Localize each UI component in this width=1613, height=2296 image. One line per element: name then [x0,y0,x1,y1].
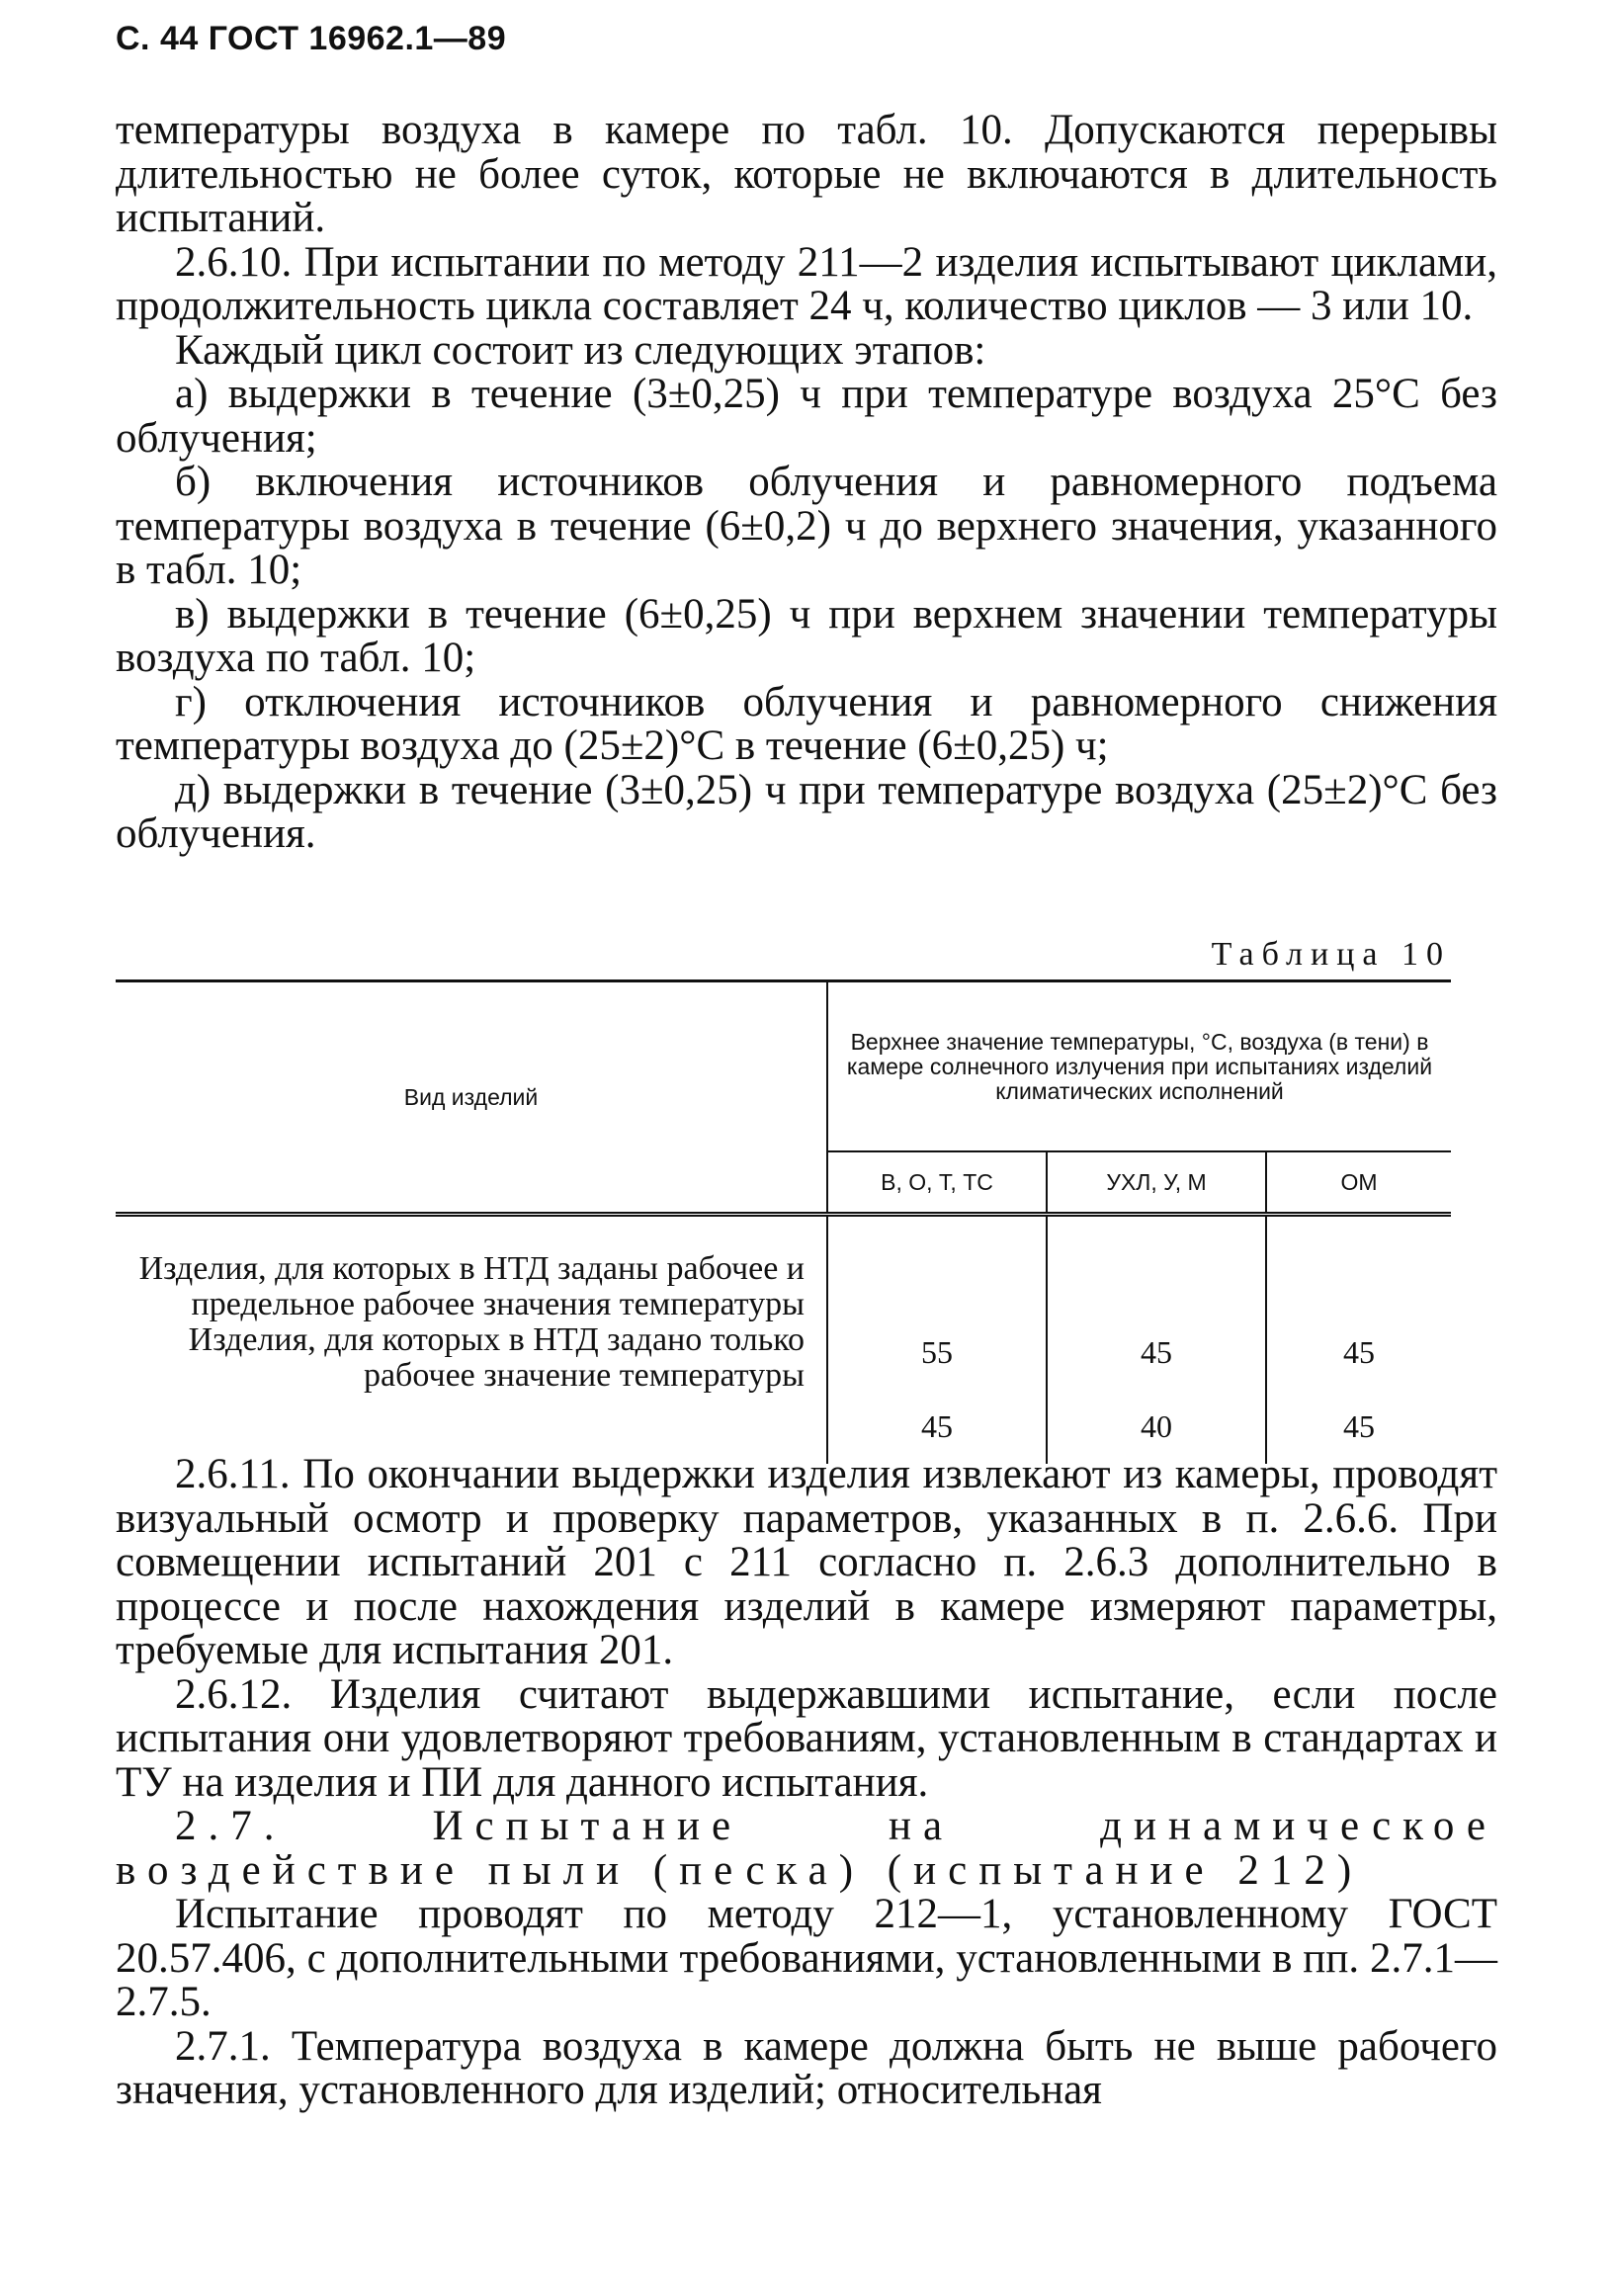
col-values-1 [827,1215,1047,1465]
table-value: 55 [921,1334,953,1370]
section-heading-2-7: 2.7. Испытание на динамическое воздействие пыли (песка) (испытание 212) [116,1803,1497,1894]
paragraph-cycle-intro: Каждый цикл состоит из следующих этапов: [175,326,986,374]
col-values-2 [1047,1215,1266,1465]
sub-header-1: В, О, Т, ТС [827,1151,1047,1215]
paragraph-2-6-12: 2.6.12. Изделия считают выдержавшими испытание, если после испытания они удовлетворяют требованиям, установленным в стандартах и ТУ на изделия и ПИ для данного испытания. [116,1670,1497,1806]
list-item-b: б) включения источников облучения и равномерного подъема температуры воздуха в течение (6±0,2) ч до верхнего значения, указанного в табл. 10; [116,459,1497,593]
paragraph-continuation: температуры воздуха в камере по табл. 10. Допускаются перерывы длительностью не более суток, которые не включаются в длительность испытаний. [116,107,1497,241]
table-caption: Таблица 10 [1211,936,1451,973]
paragraph-2-6-11: 2.6.11. По окончании выдержки изделия извлекают из камеры, проводят визуальный осмотр и проверку параметров, указанных в п. 2.6.6. При совмещении испытаний 201 с 211 согласно п. 2.6.3 дополнительно в процессе и после нахождения изделий в камере измеряют параметры, требуемые для испытания 201. [116,1451,1497,1673]
table-value: 45 [1141,1334,1172,1370]
paragraph-2-7-intro: Испытание проводят по методу 212—1, установленному ГОСТ 20.57.406, с дополнительными требованиями, установленными в пп. 2.7.1—2.7.5. [116,1891,1497,2025]
col-header-temperature-group: Верхнее значение температуры, °С, воздуха (в тени) в камере солнечного излучения при испытаниях изделий климатических исполнений [827,981,1451,1152]
col-values-3 [1266,1215,1451,1465]
list-item-g: г) отключения источников облучения и равномерного снижения температуры воздуха до (25±2)°С в течение (6±0,25) ч; [116,678,1497,769]
col-header-product-type: Вид изделий [116,981,827,1215]
table-value: 45 [921,1408,953,1444]
paragraph-2-6-10: 2.6.10. При испытании по методу 211—2 изделия испытывают циклами, продолжительность цикла составляет 24 ч, количество циклов — 3 или 10. [116,238,1497,329]
table-10 [116,979,1451,1464]
table-value: 45 [1343,1408,1375,1444]
sub-header-3: ОМ [1266,1151,1451,1215]
row-label-1: Изделия, для которых в НТД заданы рабочее и предельное рабочее значения температуры [138,1250,805,1322]
list-item-a: а) выдержки в течение (3±0,25) ч при температуре воздуха 25°С без облучения; [116,371,1497,462]
text-block-top [116,109,1497,857]
list-item-v: в) выдержки в течение (6±0,25) ч при верхнем значении температуры воздуха по табл. 10; [116,590,1497,681]
list-item-d: д) выдержки в течение (3±0,25) ч при температуре воздуха (25±2)°С без облучения. [116,766,1497,857]
text-block-bottom [116,1453,1497,2113]
row-labels-cell [116,1215,827,1465]
sub-header-2: УХЛ, У, М [1047,1151,1266,1215]
paragraph-2-7-1: 2.7.1. Температура воздуха в камере должна быть не выше рабочего значения, установленного для изделий; относительная [116,2022,1497,2113]
page-header: С. 44 ГОСТ 16962.1—89 [116,20,507,57]
row-label-2: Изделия, для которых в НТД задано только рабочее значение температуры [188,1321,805,1394]
table-value: 40 [1141,1408,1172,1444]
table-value: 45 [1343,1334,1375,1370]
